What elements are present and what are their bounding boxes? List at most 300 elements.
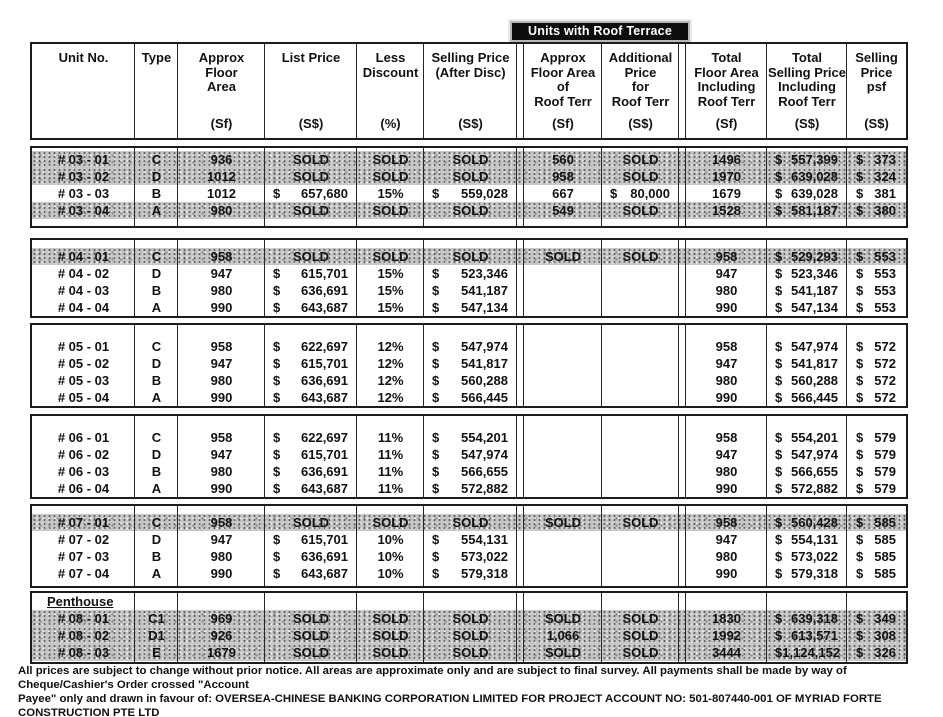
cell-price-psf: $ 585	[856, 549, 896, 564]
cell-roof-terr-area	[524, 299, 602, 316]
table-row	[32, 429, 906, 446]
cell-roof-terr-price	[602, 355, 679, 372]
cell-price-psf: $ 324	[856, 169, 896, 184]
cell-roof-terr-price: SOLD	[622, 645, 659, 660]
cell-roof-terr-price	[602, 299, 679, 316]
spacer-2	[679, 480, 686, 497]
cell-price-psf: $ 572	[856, 339, 896, 354]
cell-total-selling-price: $ 639,028	[775, 186, 838, 201]
cell-list-price: $ 615,701	[273, 356, 348, 371]
table-row	[32, 185, 906, 202]
cell-roof-terr-area	[524, 389, 602, 406]
cell-price-psf: $ 585	[856, 532, 896, 547]
cell-type: B	[151, 464, 162, 479]
cell-price-psf: $ 380	[856, 203, 896, 218]
cell-selling-price: $ 560,288	[432, 373, 508, 388]
spacer-1	[517, 338, 524, 355]
spacer-2	[679, 644, 686, 661]
cell-total-selling-price: $ 639,318	[775, 611, 838, 626]
cell-type: D	[151, 532, 162, 547]
cell-discount: 11%	[377, 430, 404, 445]
spacer-1	[517, 446, 524, 463]
table-row	[32, 355, 906, 372]
cell-total-selling-price: $ 566,655	[775, 464, 838, 479]
cell-total-selling-price: $ 541,187	[775, 283, 838, 298]
cell-price-psf: $ 553	[856, 266, 896, 281]
cell-discount: 12%	[377, 373, 404, 388]
cell-total-selling-price: $ 639,028	[775, 169, 838, 184]
cell-discount: SOLD	[372, 611, 409, 626]
floor-block-3	[30, 414, 908, 499]
cell-selling-price: $ 547,134	[432, 300, 508, 315]
table-row	[32, 565, 906, 582]
cell-price-psf: $ 579	[856, 447, 896, 462]
cell-type: D1	[148, 628, 165, 643]
floor-block-4	[30, 504, 908, 588]
cell-selling-price: SOLD	[452, 611, 489, 626]
spacer-1	[517, 202, 524, 219]
spacer-2	[679, 265, 686, 282]
cell-type: B	[151, 373, 162, 388]
cell-price-psf: $ 585	[856, 515, 896, 530]
cell-total-selling-price: $ 557,399	[775, 152, 838, 167]
cell-total-floor-area: 990	[715, 566, 738, 581]
floor-block-2	[30, 323, 908, 408]
header-cell-price-psf: Selling Price psf (S$)	[855, 50, 898, 131]
spacer-1	[517, 531, 524, 548]
cell-type: B	[151, 283, 162, 298]
cell-roof-terr-price: SOLD	[622, 169, 659, 184]
spacer-2	[679, 355, 686, 372]
spacer-2	[679, 429, 686, 446]
cell-discount: 12%	[377, 356, 404, 371]
spacer-2	[679, 338, 686, 355]
spacer-1	[517, 548, 524, 565]
cell-floor-area: 947	[210, 532, 233, 547]
cell-price-psf: $ 579	[856, 481, 896, 496]
cell-total-selling-price: $ 579,318	[775, 566, 838, 581]
table-row	[32, 446, 906, 463]
cell-list-price: SOLD	[292, 152, 330, 167]
cell-floor-area: 969	[210, 611, 233, 626]
cell-roof-terr-price	[602, 282, 679, 299]
cell-unit-no: # 05 - 03	[57, 373, 110, 388]
cell-total-floor-area: 958	[715, 515, 738, 530]
cell-list-price: SOLD	[292, 611, 330, 626]
cell-selling-price: SOLD	[452, 249, 489, 264]
cell-selling-price: $ 554,201	[432, 430, 508, 445]
spacer-1	[517, 151, 524, 168]
spacer-1	[517, 248, 524, 265]
table-row	[32, 299, 906, 316]
table-row	[32, 610, 906, 627]
cell-roof-terr-price	[602, 531, 679, 548]
footer-line-1: All prices are subject to change without prior notice. All areas are approximate only and are subject to final survey. All payments shall be made by way of Cheque/Cashier's Order crossed "Account	[18, 665, 847, 691]
table-row	[32, 202, 906, 219]
cell-unit-no: # 07 - 02	[57, 532, 110, 547]
cell-roof-terr-price	[602, 463, 679, 480]
cell-unit-no: # 07 - 03	[57, 549, 110, 564]
cell-roof-terr-area: 560	[552, 152, 574, 167]
cell-total-floor-area: 958	[715, 430, 738, 445]
spacer-2	[679, 168, 686, 185]
cell-discount: 10%	[377, 549, 404, 564]
cell-floor-area: 947	[210, 266, 233, 281]
cell-floor-area: 990	[210, 390, 233, 405]
cell-selling-price: $ 554,131	[432, 532, 508, 547]
spacer-1	[517, 480, 524, 497]
cell-roof-terr-area: SOLD	[544, 515, 582, 530]
cell-selling-price: SOLD	[452, 152, 489, 167]
cell-total-floor-area: 947	[715, 447, 738, 462]
table-row	[32, 389, 906, 406]
cell-price-psf: $ 553	[856, 249, 896, 264]
header-cell-total-floor-area: Total Floor Area Including Roof Terr (Sf)	[694, 50, 759, 131]
cell-total-floor-area: 1496	[712, 152, 741, 167]
price-table	[30, 42, 908, 664]
cell-discount: 11%	[377, 464, 404, 479]
cell-type: C	[151, 249, 162, 264]
cell-price-psf: $ 373	[856, 152, 896, 167]
cell-total-floor-area: 1830	[712, 611, 741, 626]
cell-list-price: $ 657,680	[273, 186, 348, 201]
cell-total-selling-price: $ 1,124,152	[775, 645, 841, 660]
cell-roof-terr-price: SOLD	[622, 628, 659, 643]
cell-price-psf: $ 572	[856, 373, 896, 388]
cell-total-floor-area: 958	[715, 339, 738, 354]
cell-total-floor-area: 980	[715, 549, 738, 564]
cell-selling-price: $ 547,974	[432, 447, 508, 462]
cell-type: C	[151, 515, 162, 530]
cell-list-price: $ 643,687	[273, 300, 348, 315]
cell-total-selling-price: $ 581,187	[775, 203, 838, 218]
cell-roof-terr-price: SOLD	[622, 152, 659, 167]
cell-roof-terr-price	[602, 446, 679, 463]
table-row	[32, 338, 906, 355]
cell-roof-terr-area	[524, 338, 602, 355]
cell-total-floor-area: 947	[715, 266, 738, 281]
cell-discount: SOLD	[372, 515, 409, 530]
cell-unit-no: # 08 - 01	[57, 611, 110, 626]
cell-floor-area: 990	[210, 566, 233, 581]
cell-selling-price: $ 566,655	[432, 464, 508, 479]
cell-roof-terr-price	[602, 372, 679, 389]
cell-total-floor-area: 980	[715, 373, 738, 388]
spacer-1	[517, 299, 524, 316]
cell-roof-terr-area	[524, 463, 602, 480]
cell-discount: SOLD	[372, 645, 409, 660]
cell-roof-terr-area	[524, 282, 602, 299]
cell-roof-terr-price	[602, 548, 679, 565]
spacer-1	[517, 514, 524, 531]
cell-unit-no: # 07 - 01	[57, 515, 110, 530]
spacer-1	[517, 168, 524, 185]
spacer-1	[517, 627, 524, 644]
cell-selling-price: $ 566,445	[432, 390, 508, 405]
cell-type: A	[151, 566, 162, 581]
table-row	[32, 168, 906, 185]
header-spacer-2	[679, 44, 686, 138]
cell-total-selling-price: $ 541,817	[775, 356, 838, 371]
cell-list-price: $ 636,691	[273, 283, 348, 298]
cell-type: C	[151, 339, 162, 354]
cell-discount: 10%	[377, 532, 404, 547]
spacer-2	[679, 463, 686, 480]
table-row	[32, 151, 906, 168]
cell-unit-no: # 06 - 01	[57, 430, 110, 445]
table-row	[32, 282, 906, 299]
cell-total-floor-area: 947	[715, 356, 738, 371]
cell-discount: 15%	[377, 283, 404, 298]
cell-floor-area: 980	[210, 203, 233, 218]
table-row	[32, 480, 906, 497]
cell-selling-price: $ 572,882	[432, 481, 508, 496]
cell-list-price: SOLD	[292, 628, 330, 643]
cell-type: A	[151, 203, 162, 218]
penthouse-label: Penthouse	[47, 594, 114, 609]
cell-floor-area: 990	[210, 481, 233, 496]
cell-total-selling-price: $ 560,288	[775, 373, 838, 388]
table-body	[30, 146, 908, 664]
cell-total-selling-price: $ 554,201	[775, 430, 838, 445]
cell-total-floor-area: 990	[715, 481, 738, 496]
cell-discount: 10%	[377, 566, 404, 581]
header-cell-floor-area: Approx Floor Area (Sf)	[198, 50, 245, 131]
cell-total-selling-price: $ 547,974	[775, 447, 838, 462]
cell-type: D	[151, 266, 162, 281]
spacer-1	[517, 429, 524, 446]
cell-floor-area: 1012	[207, 186, 236, 201]
cell-unit-no: # 03 - 04	[57, 203, 110, 218]
cell-list-price: $ 643,687	[273, 566, 348, 581]
cell-discount: 15%	[377, 186, 404, 201]
cell-floor-area: 1012	[207, 169, 236, 184]
spacer-1	[517, 355, 524, 372]
cell-discount: SOLD	[372, 628, 409, 643]
table-row	[32, 463, 906, 480]
cell-unit-no: # 08 - 02	[57, 628, 110, 643]
cell-selling-price: $ 541,187	[432, 283, 508, 298]
footer-note	[18, 664, 906, 717]
cell-selling-price: $ 559,028	[432, 186, 508, 201]
cell-total-selling-price: $ 523,346	[775, 266, 838, 281]
cell-total-selling-price: $ 547,974	[775, 339, 838, 354]
header-cell-roof-terr-area: Approx Floor Area of Roof Terr (Sf)	[530, 50, 596, 131]
cell-list-price: SOLD	[292, 169, 330, 184]
cell-roof-terr-area: 667	[552, 186, 574, 201]
spacer-2	[679, 627, 686, 644]
cell-total-floor-area: 947	[715, 532, 738, 547]
cell-total-selling-price: $ 566,445	[775, 390, 838, 405]
cell-total-selling-price: $ 560,428	[775, 515, 838, 530]
spacer-2	[679, 185, 686, 202]
cell-roof-terr-area	[524, 531, 602, 548]
cell-total-floor-area: 1992	[712, 628, 741, 643]
cell-type: A	[151, 390, 162, 405]
cell-price-psf: $ 553	[856, 283, 896, 298]
spacer-1	[517, 389, 524, 406]
cell-list-price: $ 636,691	[273, 549, 348, 564]
cell-total-floor-area: 980	[715, 464, 738, 479]
cell-floor-area: 990	[210, 300, 233, 315]
header-cell-unit-no: Unit No.	[58, 50, 109, 65]
cell-roof-terr-area: 549	[552, 203, 574, 218]
cell-total-selling-price: $ 613,571	[775, 628, 838, 643]
cell-floor-area: 980	[210, 549, 233, 564]
spacer-2	[679, 151, 686, 168]
spacer-2	[679, 610, 686, 627]
header-spacer-1	[517, 44, 524, 138]
roof-terrace-badge: Units with Roof Terrace	[512, 23, 688, 40]
cell-roof-terr-area: SOLD	[544, 645, 582, 660]
spacer-1	[517, 610, 524, 627]
cell-unit-no: # 08 - 03	[57, 645, 110, 660]
spacer-2	[679, 565, 686, 582]
header-cell-total-selling-price: Total Selling Price Including Roof Terr (S$)	[767, 50, 847, 131]
spacer-1	[517, 565, 524, 582]
footer-line-2: Payee" only and drawn in favour of: OVERSEA-CHINESE BANKING CORPORATION LIMITED FOR PROJECT ACCOUNT NO: 501-807440-001 OF MYRIAD FORTE CONSTRUCTION PTE LTD	[18, 693, 882, 717]
cell-total-floor-area: 1528	[712, 203, 741, 218]
spacer-2	[679, 548, 686, 565]
header-cell-roof-terr-price: Additional Price for Roof Terr (S$)	[608, 50, 673, 131]
floor-block-1	[30, 238, 908, 318]
cell-total-selling-price: $ 554,131	[775, 532, 838, 547]
floor-block-0	[30, 146, 908, 228]
cell-roof-terr-area: SOLD	[544, 249, 582, 264]
spacer-1	[517, 644, 524, 661]
spacer-2	[679, 372, 686, 389]
cell-list-price: SOLD	[292, 515, 330, 530]
cell-roof-terr-area	[524, 355, 602, 372]
cell-total-selling-price: $ 573,022	[775, 549, 838, 564]
cell-type: D	[151, 447, 162, 462]
cell-floor-area: 958	[210, 249, 233, 264]
cell-floor-area: 936	[210, 152, 233, 167]
cell-list-price: SOLD	[292, 249, 330, 264]
cell-unit-no: # 04 - 02	[57, 266, 110, 281]
cell-list-price: $ 622,697	[273, 339, 348, 354]
cell-unit-no: # 04 - 04	[57, 300, 110, 315]
cell-roof-terr-price: SOLD	[622, 249, 659, 264]
cell-discount: 12%	[377, 390, 404, 405]
cell-selling-price: $ 541,817	[432, 356, 508, 371]
cell-list-price: $ 615,701	[273, 447, 348, 462]
spacer-2	[679, 248, 686, 265]
table-row	[32, 531, 906, 548]
cell-selling-price: SOLD	[452, 628, 489, 643]
cell-unit-no: # 07 - 04	[57, 566, 110, 581]
cell-price-psf: $ 553	[856, 300, 896, 315]
cell-type: C	[151, 430, 162, 445]
spacer-1	[517, 463, 524, 480]
spacer-2	[679, 202, 686, 219]
cell-unit-no: # 03 - 03	[57, 186, 110, 201]
cell-type: A	[151, 481, 162, 496]
cell-selling-price: SOLD	[452, 515, 489, 530]
cell-total-selling-price: $ 572,882	[775, 481, 838, 496]
cell-roof-terr-area: 1,066	[546, 628, 580, 643]
cell-selling-price: SOLD	[452, 645, 489, 660]
cell-floor-area: 958	[210, 339, 233, 354]
cell-price-psf: $ 308	[856, 628, 896, 643]
cell-total-floor-area: 3444	[712, 645, 741, 660]
cell-total-floor-area: 958	[715, 249, 738, 264]
cell-price-psf: $ 381	[856, 186, 896, 201]
cell-total-floor-area: 1970	[712, 169, 741, 184]
cell-price-psf: $ 572	[856, 356, 896, 371]
cell-roof-terr-price	[602, 480, 679, 497]
spacer-2	[679, 531, 686, 548]
cell-roof-terr-area	[524, 429, 602, 446]
cell-floor-area: 947	[210, 356, 233, 371]
cell-total-selling-price: $ 547,134	[775, 300, 838, 315]
cell-selling-price: SOLD	[452, 169, 489, 184]
cell-total-floor-area: 1679	[712, 186, 741, 201]
cell-roof-terr-price	[602, 265, 679, 282]
cell-roof-terr-area: 958	[552, 169, 574, 184]
cell-price-psf: $ 579	[856, 464, 896, 479]
cell-unit-no: # 05 - 01	[57, 339, 110, 354]
cell-type: B	[151, 549, 162, 564]
header-cell-selling-price: Selling Price (After Disc) (S$)	[431, 50, 510, 131]
cell-roof-terr-price: $ 80,000	[610, 186, 670, 201]
cell-selling-price: $ 523,346	[432, 266, 508, 281]
cell-roof-terr-area	[524, 372, 602, 389]
cell-floor-area: 958	[210, 430, 233, 445]
cell-discount: 15%	[377, 266, 404, 281]
cell-unit-no: # 04 - 01	[57, 249, 110, 264]
cell-roof-terr-price: SOLD	[622, 515, 659, 530]
cell-list-price: $ 636,691	[273, 373, 348, 388]
cell-floor-area: 980	[210, 464, 233, 479]
cell-roof-terr-price: SOLD	[622, 203, 659, 218]
table-header-row	[32, 44, 906, 138]
cell-roof-terr-price: SOLD	[622, 611, 659, 626]
cell-price-psf: $ 579	[856, 430, 896, 445]
cell-discount: 15%	[377, 300, 404, 315]
header-cell-discount: Less Discount (%)	[362, 50, 419, 131]
cell-discount: SOLD	[372, 169, 409, 184]
spacer-1	[517, 265, 524, 282]
cell-price-psf: $ 585	[856, 566, 896, 581]
cell-type: E	[152, 645, 161, 660]
cell-discount: 11%	[377, 481, 404, 496]
table-row	[32, 372, 906, 389]
spacer-1	[517, 185, 524, 202]
header-cell-list-price: List Price (S$)	[281, 50, 341, 131]
cell-roof-terr-area: SOLD	[544, 611, 582, 626]
cell-floor-area: 980	[210, 373, 233, 388]
table-row	[32, 265, 906, 282]
cell-discount: 12%	[377, 339, 404, 354]
cell-unit-no: # 04 - 03	[57, 283, 110, 298]
cell-price-psf: $ 326	[856, 645, 896, 660]
table-row	[32, 548, 906, 565]
cell-list-price: $ 643,687	[273, 390, 348, 405]
cell-roof-terr-price	[602, 429, 679, 446]
cell-floor-area: 926	[210, 628, 233, 643]
table-row	[32, 514, 906, 531]
cell-list-price: SOLD	[292, 203, 330, 218]
cell-total-floor-area: 990	[715, 300, 738, 315]
cell-roof-terr-area	[524, 446, 602, 463]
cell-price-psf: $ 349	[856, 611, 896, 626]
cell-floor-area: 1679	[207, 645, 236, 660]
cell-unit-no: # 06 - 02	[57, 447, 110, 462]
cell-unit-no: # 06 - 04	[57, 481, 110, 496]
cell-list-price: SOLD	[292, 645, 330, 660]
cell-unit-no: # 03 - 02	[57, 169, 110, 184]
